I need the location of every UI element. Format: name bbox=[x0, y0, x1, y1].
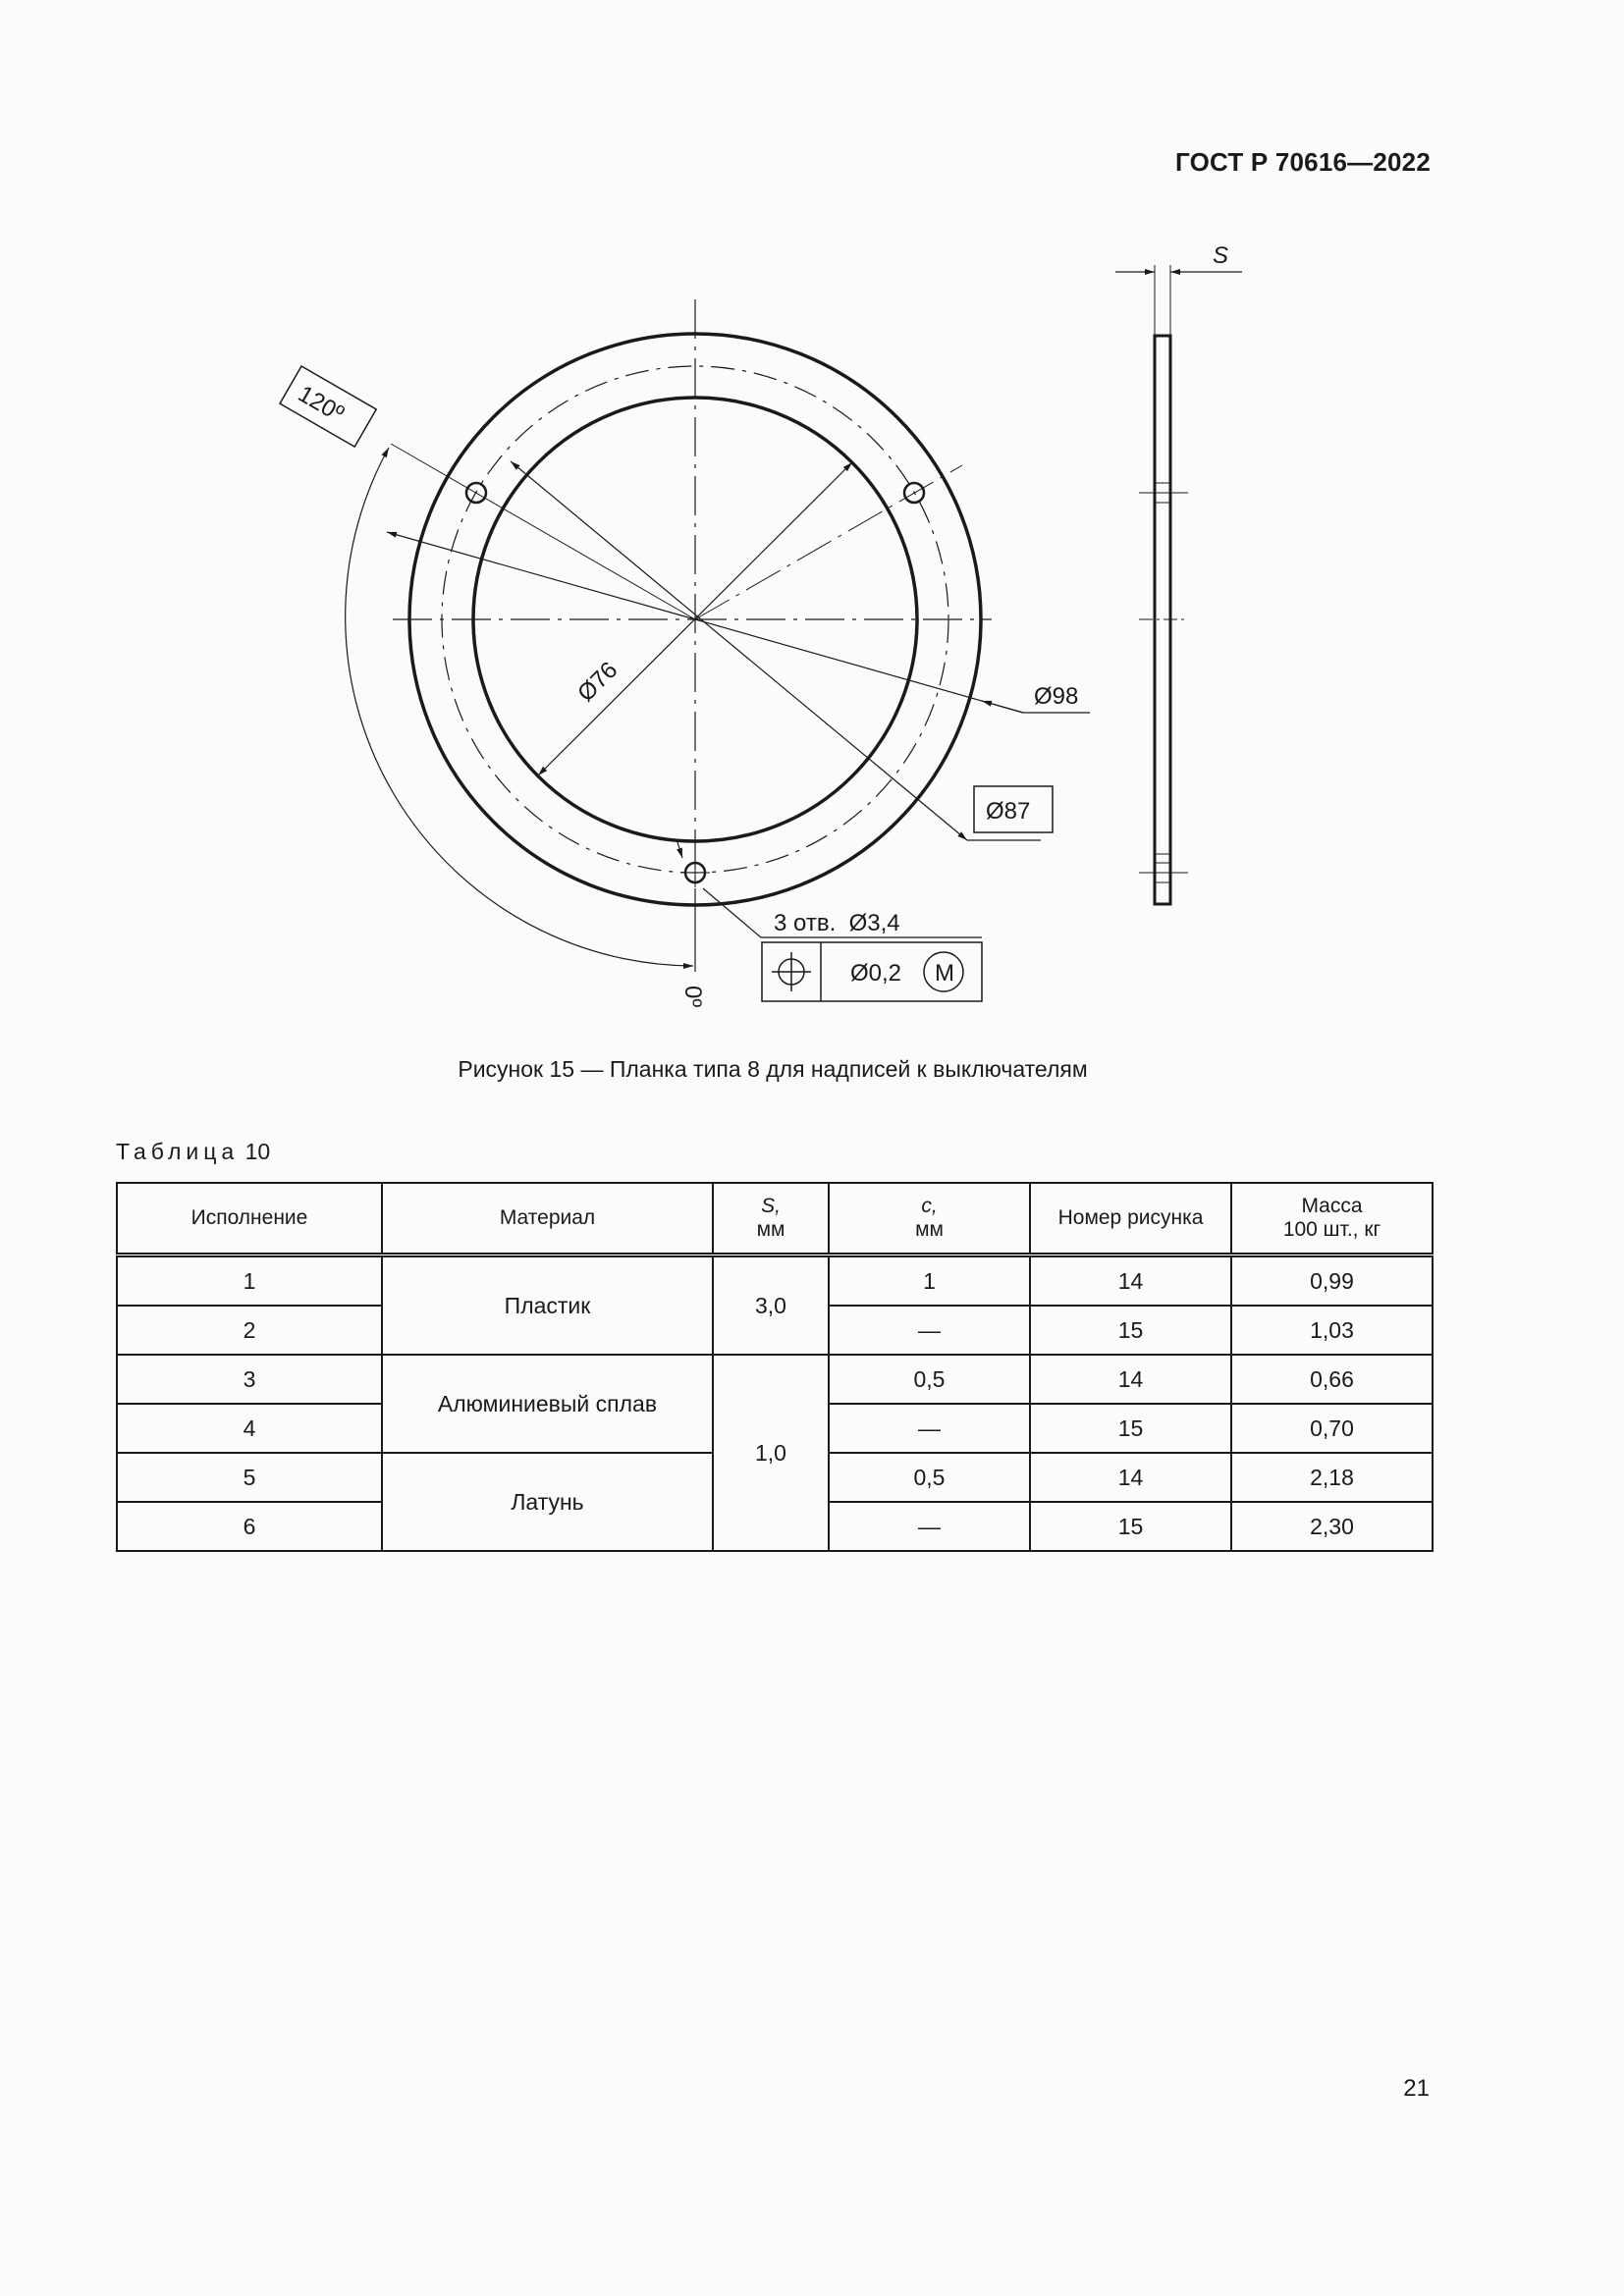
table-row bbox=[117, 1355, 1433, 1404]
cell-figure: 14 bbox=[1030, 1355, 1231, 1404]
header-figure: Номер рисунка bbox=[1030, 1183, 1231, 1255]
cell-figure: 15 bbox=[1030, 1404, 1231, 1453]
cell-execution: 1 bbox=[117, 1255, 382, 1307]
holes-label: 3 отв. Ø3,4 bbox=[774, 910, 900, 936]
tolerance-modifier: M bbox=[935, 960, 954, 987]
angle-120-label: 120º bbox=[293, 380, 349, 428]
header-mass: Масса 100 шт., кг bbox=[1231, 1183, 1433, 1255]
cell-mass: 0,70 bbox=[1231, 1404, 1433, 1453]
cell-material: Алюминиевый сплав bbox=[382, 1355, 713, 1453]
cell-material: Пластик bbox=[382, 1255, 713, 1356]
header-execution: Исполнение bbox=[117, 1183, 382, 1255]
table-10 bbox=[116, 1182, 1434, 1552]
table-label-word: Таблица bbox=[116, 1139, 240, 1164]
table-row bbox=[117, 1255, 1433, 1307]
cell-c: 0,5 bbox=[829, 1355, 1030, 1404]
cell-c: — bbox=[829, 1306, 1030, 1355]
table-label-number: 10 bbox=[244, 1139, 271, 1164]
dim-98-label: Ø98 bbox=[1034, 683, 1079, 710]
cell-mass: 2,30 bbox=[1231, 1502, 1433, 1551]
cell-s: 1,0 bbox=[713, 1355, 829, 1551]
technical-drawing bbox=[0, 0, 1624, 1041]
cell-execution: 2 bbox=[117, 1306, 382, 1355]
header-s: S, мм bbox=[713, 1183, 829, 1255]
cell-mass: 0,66 bbox=[1231, 1355, 1433, 1404]
cell-execution: 4 bbox=[117, 1404, 382, 1453]
figure-caption: Рисунок 15 — Планка типа 8 для надписей к выключателям bbox=[458, 1056, 1088, 1082]
table-label bbox=[116, 1139, 270, 1165]
document-id: ГОСТ Р 70616—2022 bbox=[1175, 147, 1431, 177]
cell-mass: 1,03 bbox=[1231, 1306, 1433, 1355]
cell-c: 1 bbox=[829, 1255, 1030, 1307]
cell-figure: 15 bbox=[1030, 1306, 1231, 1355]
cell-figure: 14 bbox=[1030, 1453, 1231, 1502]
cell-figure: 15 bbox=[1030, 1502, 1231, 1551]
page-number: 21 bbox=[1403, 2075, 1430, 2102]
dim-s-label: S bbox=[1213, 242, 1229, 269]
dim-87-label: Ø87 bbox=[986, 798, 1031, 825]
cell-material: Латунь bbox=[382, 1453, 713, 1551]
cell-figure: 14 bbox=[1030, 1255, 1231, 1307]
dim-76-label: Ø76 bbox=[572, 657, 623, 708]
cell-s: 3,0 bbox=[713, 1255, 829, 1356]
cell-c: 0,5 bbox=[829, 1453, 1030, 1502]
header-material: Материал bbox=[382, 1183, 713, 1255]
header-c: c, мм bbox=[829, 1183, 1030, 1255]
angle-0-label: 0º bbox=[679, 986, 706, 1008]
cell-execution: 6 bbox=[117, 1502, 382, 1551]
cell-mass: 0,99 bbox=[1231, 1255, 1433, 1307]
tolerance-value: Ø0,2 bbox=[850, 960, 902, 987]
table-header-row bbox=[117, 1183, 1433, 1255]
cell-mass: 2,18 bbox=[1231, 1453, 1433, 1502]
cell-execution: 3 bbox=[117, 1355, 382, 1404]
cell-c: — bbox=[829, 1502, 1030, 1551]
cell-execution: 5 bbox=[117, 1453, 382, 1502]
cell-c: — bbox=[829, 1404, 1030, 1453]
